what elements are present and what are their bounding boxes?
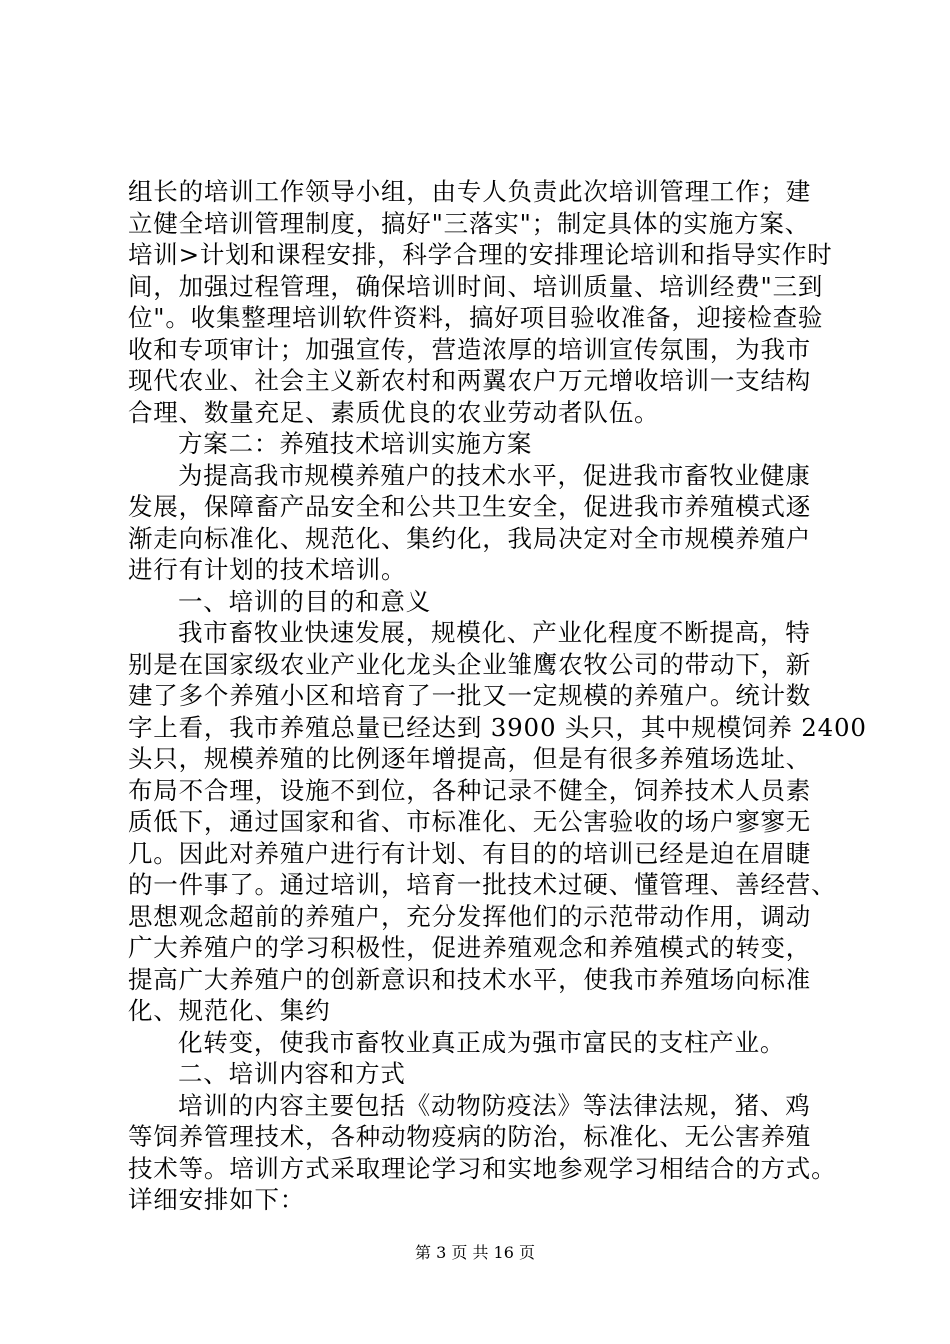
text-line: 技术等。培训方式采取理论学习和实地参观学习相结合的方式。: [128, 1153, 837, 1183]
text-line: 字上看，我市养殖总量已经达到 3900 头只，其中规模饲养 2400: [128, 712, 867, 742]
document-body: [128, 176, 867, 1216]
text-line: 合理、数量充足、素质优良的农业劳动者队伍。: [128, 397, 660, 427]
text-line: 思想观念超前的养殖户，充分发挥他们的示范带动作用，调动: [128, 901, 812, 931]
text-line: 化、规范化、集约: [128, 996, 331, 1025]
text-line: 间，加强过程管理，确保培训时间、培训质量、培训经费"三到: [128, 271, 824, 301]
text-line: 详细安排如下：: [128, 1185, 306, 1214]
text-line: 头只，规模养殖的比例逐年增提高，但是有很多养殖场选址、: [128, 744, 812, 773]
text-line: 一、培训的目的和意义: [178, 586, 431, 616]
text-line: 二、培训内容和方式: [178, 1059, 406, 1088]
text-line: 培训>计划和课程安排，科学合理的安排理论培训和指导实作时: [128, 240, 833, 269]
text-line: 的一件事了。通过培训，培育一批技术过硬、懂管理、善经营、: [128, 870, 837, 899]
page-number-label: 第 3 页 共 16 页: [415, 1243, 535, 1262]
text-line: 培训的内容主要包括《动物防疫法》等法律法规，猪、鸡: [178, 1090, 811, 1120]
text-line: 发展，保障畜产品安全和公共卫生安全，促进我市养殖模式逐: [128, 492, 812, 521]
text-line: 广大养殖户的学习积极性，促进养殖观念和养殖模式的转变，: [128, 933, 812, 962]
text-line: 渐走向标准化、规范化、集约化，我局决定对全市规模养殖户: [128, 523, 812, 553]
text-line: 现代农业、社会主义新农村和两翼农户万元增收培训一支结构: [128, 366, 812, 395]
text-line: 提高广大养殖户的创新意识和技术水平，使我市养殖场向标准: [128, 964, 812, 994]
text-line: 为提高我市规模养殖户的技术水平，促进我市畜牧业健康: [178, 460, 811, 490]
text-line: 别是在国家级农业产业化龙头企业雏鹰农牧公司的带动下，新: [128, 649, 812, 679]
page-footer: [0, 1243, 950, 1263]
text-line: 组长的培训工作领导小组，由专人负责此次培训管理工作；建: [128, 177, 812, 206]
text-line: 收和专项审计；加强宣传，营造浓厚的培训宣传氛围，为我市: [128, 334, 812, 364]
text-line: 我市畜牧业快速发展，规模化、产业化程度不断提高，特: [178, 618, 811, 647]
text-line: 质低下，通过国家和省、市标准化、无公害验收的场户寥寥无: [128, 807, 812, 836]
text-line: 建了多个养殖小区和培育了一批又一定规模的养殖户。统计数: [128, 681, 812, 710]
text-line: 化转变，使我市畜牧业真正成为强市富民的支柱产业。: [178, 1027, 786, 1057]
text-line: 位"。收集整理培训软件资料，搞好项目验收准备，迎接检查验: [128, 303, 824, 332]
text-line: 进行有计划的技术培训。: [128, 555, 407, 584]
text-line: 几。因此对养殖户进行有计划、有目的的培训已经是迫在眉睫: [128, 838, 812, 868]
text-line: 方案二：养殖技术培训实施方案: [178, 429, 533, 458]
text-line: 等饲养管理技术，各种动物疫病的防治，标准化、无公害养殖: [128, 1122, 812, 1151]
text-line: 立健全培训管理制度，搞好"三落实"；制定具体的实施方案、: [128, 208, 810, 238]
text-line: 布局不合理，设施不到位，各种记录不健全，饲养技术人员素: [128, 775, 812, 805]
